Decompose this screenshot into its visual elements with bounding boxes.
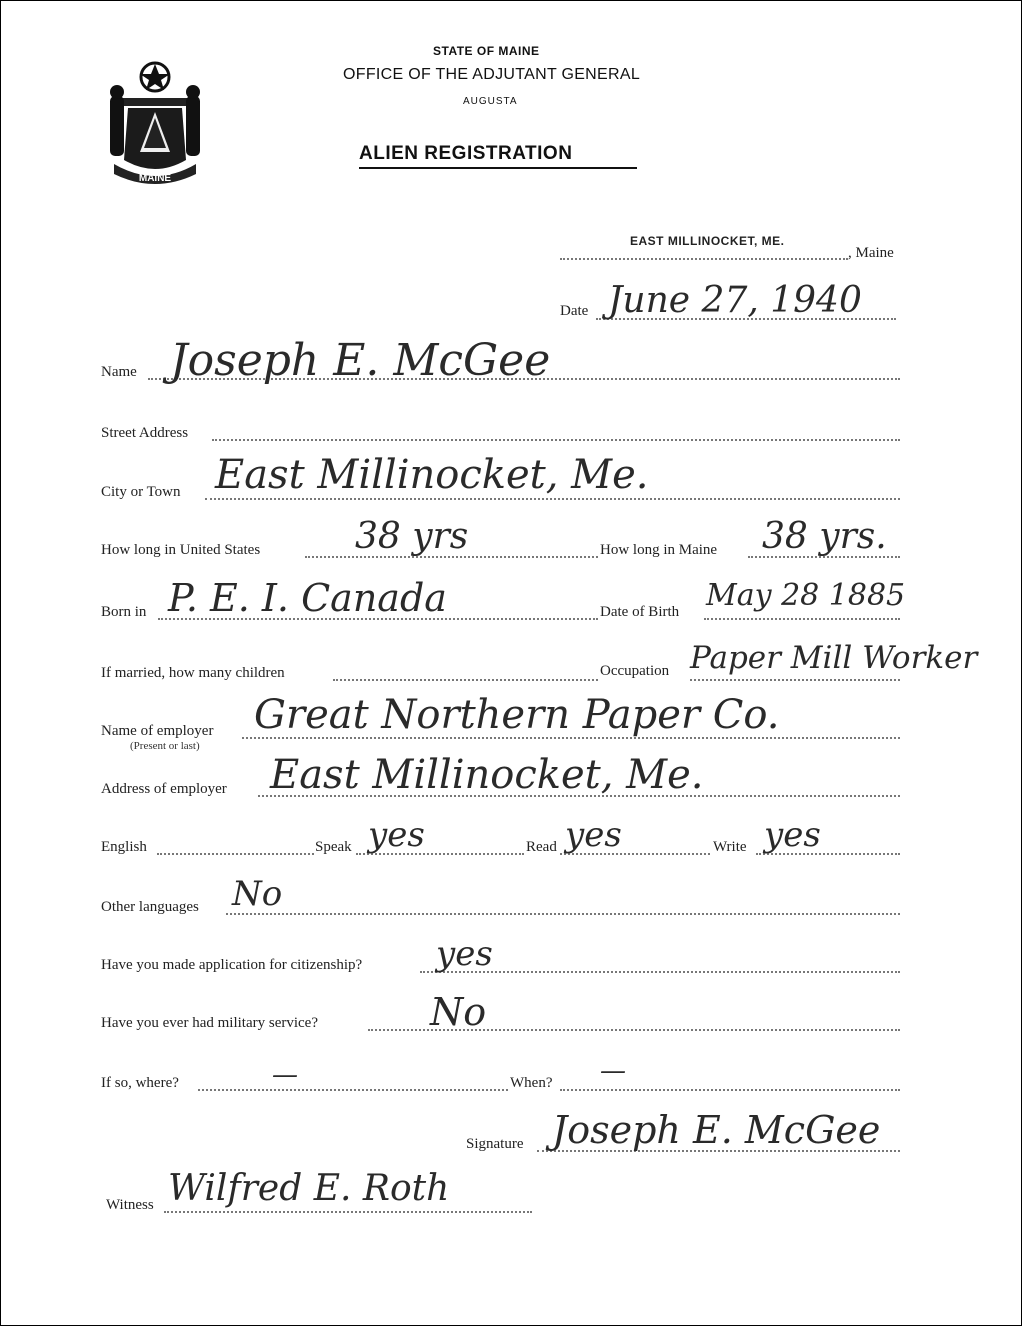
us-duration-label: How long in United States bbox=[101, 542, 261, 558]
speak-value: yes bbox=[368, 815, 425, 855]
employer-sublabel: (Present or last) bbox=[130, 740, 200, 752]
name-value: Joseph E. McGee bbox=[170, 335, 551, 386]
other-languages-value: No bbox=[232, 874, 283, 914]
state-seal bbox=[100, 60, 210, 190]
when-value: — bbox=[600, 1056, 626, 1086]
city-heading: AUGUSTA bbox=[463, 96, 518, 107]
birth-date-line bbox=[704, 618, 900, 620]
speak-label: Speak bbox=[315, 839, 352, 855]
where-label: If so, where? bbox=[101, 1075, 179, 1091]
state-heading: STATE OF MAINE bbox=[433, 44, 540, 58]
other-languages-label: Other languages bbox=[101, 899, 199, 915]
place-line bbox=[560, 258, 848, 260]
read-label: Read bbox=[526, 839, 557, 855]
employer-label: Name of employer bbox=[101, 723, 214, 739]
citizenship-label: Have you made application for citizenship? bbox=[101, 957, 363, 973]
read-value: yes bbox=[565, 815, 622, 855]
city-label: City or Town bbox=[101, 484, 181, 500]
witness-line bbox=[164, 1211, 532, 1213]
place-stamp: EAST MILLINOCKET, ME. bbox=[630, 234, 785, 248]
employer-value: Great Northern Paper Co. bbox=[254, 692, 780, 738]
svg-text:MAINE: MAINE bbox=[138, 173, 172, 184]
city-line bbox=[205, 498, 900, 500]
title-underline bbox=[359, 167, 637, 169]
office-heading: OFFICE OF THE ADJUTANT GENERAL bbox=[343, 66, 641, 83]
born-value: P. E. I. Canada bbox=[168, 576, 447, 620]
form-title: ALIEN REGISTRATION bbox=[359, 143, 573, 164]
seal-graphic bbox=[100, 60, 210, 190]
write-value: yes bbox=[764, 815, 821, 855]
occupation-value: Paper Mill Worker bbox=[690, 640, 978, 676]
witness-value: Wilfred E. Roth bbox=[168, 1168, 450, 1209]
street-label: Street Address bbox=[101, 425, 189, 441]
when-label: When? bbox=[510, 1075, 553, 1091]
children-line bbox=[333, 679, 598, 681]
witness-label: Witness bbox=[106, 1197, 154, 1213]
when-line bbox=[560, 1089, 900, 1091]
citizenship-value: yes bbox=[436, 934, 493, 974]
birth-date-value: May 28 1885 bbox=[706, 578, 906, 613]
birth-date-label: Date of Birth bbox=[600, 604, 680, 620]
signature-label: Signature bbox=[466, 1136, 524, 1152]
where-value: — bbox=[272, 1060, 298, 1090]
signature-value: Joseph E. McGee bbox=[552, 1108, 881, 1152]
maine-duration-value: 38 yrs. bbox=[762, 516, 887, 557]
english-line bbox=[157, 853, 314, 855]
occupation-label: Occupation bbox=[600, 663, 670, 679]
military-label: Have you ever had military service? bbox=[101, 1015, 318, 1031]
employer-address-value: East Millinocket, Me. bbox=[270, 752, 704, 798]
maine-duration-label: How long in Maine bbox=[600, 542, 718, 558]
where-line bbox=[198, 1089, 508, 1091]
military-value: No bbox=[430, 990, 487, 1034]
write-label: Write bbox=[713, 839, 747, 855]
date-label: Date bbox=[560, 303, 589, 319]
place-suffix: , Maine bbox=[848, 245, 894, 261]
name-label: Name bbox=[101, 364, 137, 380]
born-label: Born in bbox=[101, 604, 147, 620]
english-label: English bbox=[101, 839, 147, 855]
occupation-line bbox=[690, 679, 900, 681]
children-label: If married, how many children bbox=[101, 665, 285, 681]
street-line bbox=[212, 439, 900, 441]
employer-address-label: Address of employer bbox=[101, 781, 227, 797]
city-value: East Millinocket, Me. bbox=[215, 452, 649, 498]
us-duration-value: 38 yrs bbox=[355, 516, 469, 557]
date-value: June 27, 1940 bbox=[608, 280, 862, 321]
other-languages-line bbox=[226, 913, 900, 915]
